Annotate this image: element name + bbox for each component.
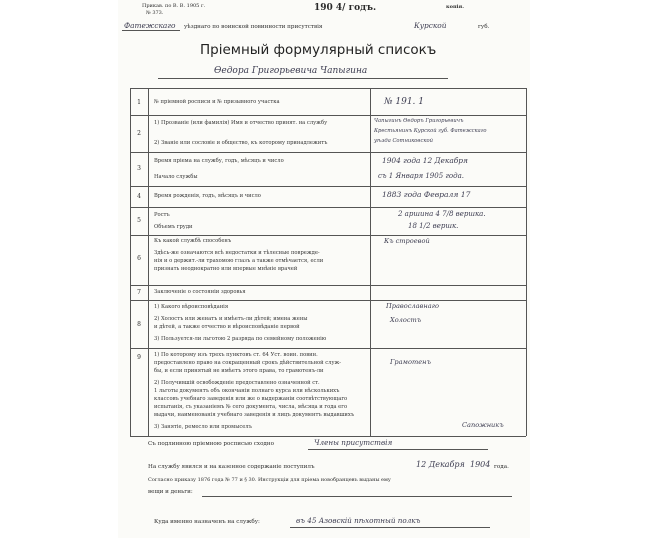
row-question: испытанія, съ указаніемъ № сего документа, числа, мѣсяца и года его <box>154 404 348 410</box>
row-answer: № 191. 1 <box>384 97 425 107</box>
assignment-label: Куда именно назначенъ на службу: <box>154 519 260 525</box>
form-sheet <box>118 0 530 538</box>
row-question: признать неоднократно или впервые мнѣніе врачей <box>154 266 298 272</box>
enlisted-date: 12 Декабря <box>416 460 465 469</box>
row-question: № пріемной росписи и № призывного участка <box>154 99 280 105</box>
row-question: Здѣсь-же означаются всѣ недостатки и тѣлесные поврежде- <box>154 250 320 256</box>
row-question: 1) Какого вѣроисповѣданія <box>154 304 229 310</box>
row-question: 2) Званіе или сословіе и общество, къ которому принадлежитъ <box>154 140 328 146</box>
row-question: 1) Прозваніе (или фамилія) Имя и отчество принят. на службу <box>154 120 328 126</box>
row-number: 3 <box>137 165 141 172</box>
row-divider <box>130 115 526 116</box>
row-divider <box>130 285 526 286</box>
page-title: Пріемный формулярный списокъ <box>200 42 437 58</box>
row-answer: уѣзда Сотниковской <box>374 138 433 144</box>
row-answer: 1883 года Февраля 17 <box>382 190 471 199</box>
number-column-divider <box>148 88 149 436</box>
row-question: выдачи, наименованія учебнаго заведенія и лицъ документъ выдавшихъ <box>154 412 355 418</box>
row-divider <box>130 348 526 349</box>
row-number: 4 <box>137 193 141 200</box>
enlisted-text: На службу явился и на казенное содержаніе поступилъ <box>148 464 315 470</box>
row-question: Объемъ груди <box>154 224 193 230</box>
row-question: нія и о держит.-ли трахомою глазъ а также отмѣчается, если <box>154 258 324 264</box>
row-divider <box>130 300 526 301</box>
order-text-line-1: Согласно приказу 1876 года № 77 и § 30. Инструкціи для пріема новобранцевъ выданы ему <box>148 477 391 483</box>
row-answer: 2 аршина 4 7/8 вершка. <box>398 210 486 218</box>
row-answer: Крестьянинъ Курской губ. Фатежскаго <box>374 128 487 134</box>
approval-number: № 373. <box>146 10 164 16</box>
enlisted-year: 1904 <box>470 460 491 469</box>
enlisted-suffix: года. <box>494 464 509 470</box>
row-question: классовъ учебнаго заведенія или же о выдержаніи соотвѣтствующаго <box>154 396 348 402</box>
row-question: 3) Пользуется-ли льготою 2 разряда по семейному положенію <box>154 336 327 342</box>
row-answer: съ 1 Января 1905 года. <box>378 172 464 180</box>
row-divider <box>130 186 526 187</box>
order-underline <box>202 496 512 497</box>
row-question: 2) Получившій освобожденіе предоставлено означенной ст. <box>154 380 320 386</box>
row-number: 8 <box>137 321 141 328</box>
row-question: Заключеніе о состояніи здоровья <box>154 289 246 295</box>
row-answer: Грамотенъ <box>390 358 431 366</box>
row-divider <box>130 235 526 236</box>
assignment-value: въ 45 Азовскій пѣхотный полкъ <box>296 516 421 525</box>
table-left-border <box>130 88 131 436</box>
row-number: 2 <box>137 130 141 137</box>
order-text-line-2: вещи и деньги: <box>148 489 193 495</box>
row-answer: 1904 года 12 Декабря <box>382 156 468 165</box>
row-number: 1 <box>137 99 141 106</box>
name-underline <box>158 78 448 79</box>
row-number: 9 <box>137 354 141 361</box>
province-suffix: губ. <box>478 24 490 30</box>
row-divider <box>130 152 526 153</box>
year-label: 190 4/ годъ. <box>314 3 377 13</box>
row-answer: Холостъ <box>390 316 422 324</box>
row-question: 2) Холостъ или женатъ и имѣетъ-ли дѣтей; имена жены <box>154 316 308 322</box>
row-answer: 18 1/2 вершк. <box>408 222 459 230</box>
row-answer: Сапожникъ <box>462 421 504 429</box>
row-question: бы, и если принятый не имѣетъ этого права, то грамотенъ-ли <box>154 368 324 374</box>
row-question: предоставлено право на сокращенный срокъ дѣйствительной служ- <box>154 360 342 366</box>
compared-label: Съ подлинною пріемною росписью сходно <box>148 441 274 447</box>
row-answer: Къ строевой <box>384 237 430 245</box>
row-question: Къ какой службѣ способенъ <box>154 238 232 244</box>
row-question: Время пріема на службу, годъ, мѣсяцъ и число <box>154 158 284 164</box>
row-question: 3) Занятіе, ремесло или промыселъ <box>154 424 252 430</box>
district-name: Фатежскаго <box>124 21 176 30</box>
person-name: Ѳедора Григорьевича Чапыгина <box>214 66 368 76</box>
row-question: 1) По которому изъ трехъ пунктовъ ст. 64 Уст. воин. повин. <box>154 352 318 358</box>
row-number: 6 <box>137 255 141 262</box>
compared-signature: Члены присутствія <box>314 438 393 447</box>
table-right-border <box>526 88 527 436</box>
table-bottom-border <box>130 436 526 437</box>
row-number: 5 <box>137 217 141 224</box>
row-divider <box>130 207 526 208</box>
row-question: Ростъ <box>154 212 170 218</box>
answer-column-divider <box>370 88 371 436</box>
row-number: 7 <box>137 289 141 296</box>
row-answer: Чапыгинъ Ѳедоръ Григорьевичъ <box>374 118 464 124</box>
assignment-underline <box>290 527 490 528</box>
province-name: Курской <box>414 21 447 30</box>
row-question: и дѣтей, а также отчество и вѣроисповѣданіе первой <box>154 324 300 330</box>
row-question: Время рожденія, годъ, мѣсяцъ и число <box>154 193 261 199</box>
copy-label: копія. <box>446 4 464 10</box>
row-answer: Православнаго <box>386 302 439 310</box>
district-line-text: уѣзднаго по воинской повинности присутствія <box>184 24 323 30</box>
table-top-border <box>130 88 526 89</box>
row-question: Начало службы <box>154 174 198 180</box>
row-question: 1 льготы документъ объ окончаніи полнаго курса или нѣсколькихъ <box>154 388 340 394</box>
approval-note: Прикав. по В. В. 1905 г. <box>142 3 206 9</box>
district-underline <box>122 30 180 31</box>
signature-underline <box>308 449 488 450</box>
